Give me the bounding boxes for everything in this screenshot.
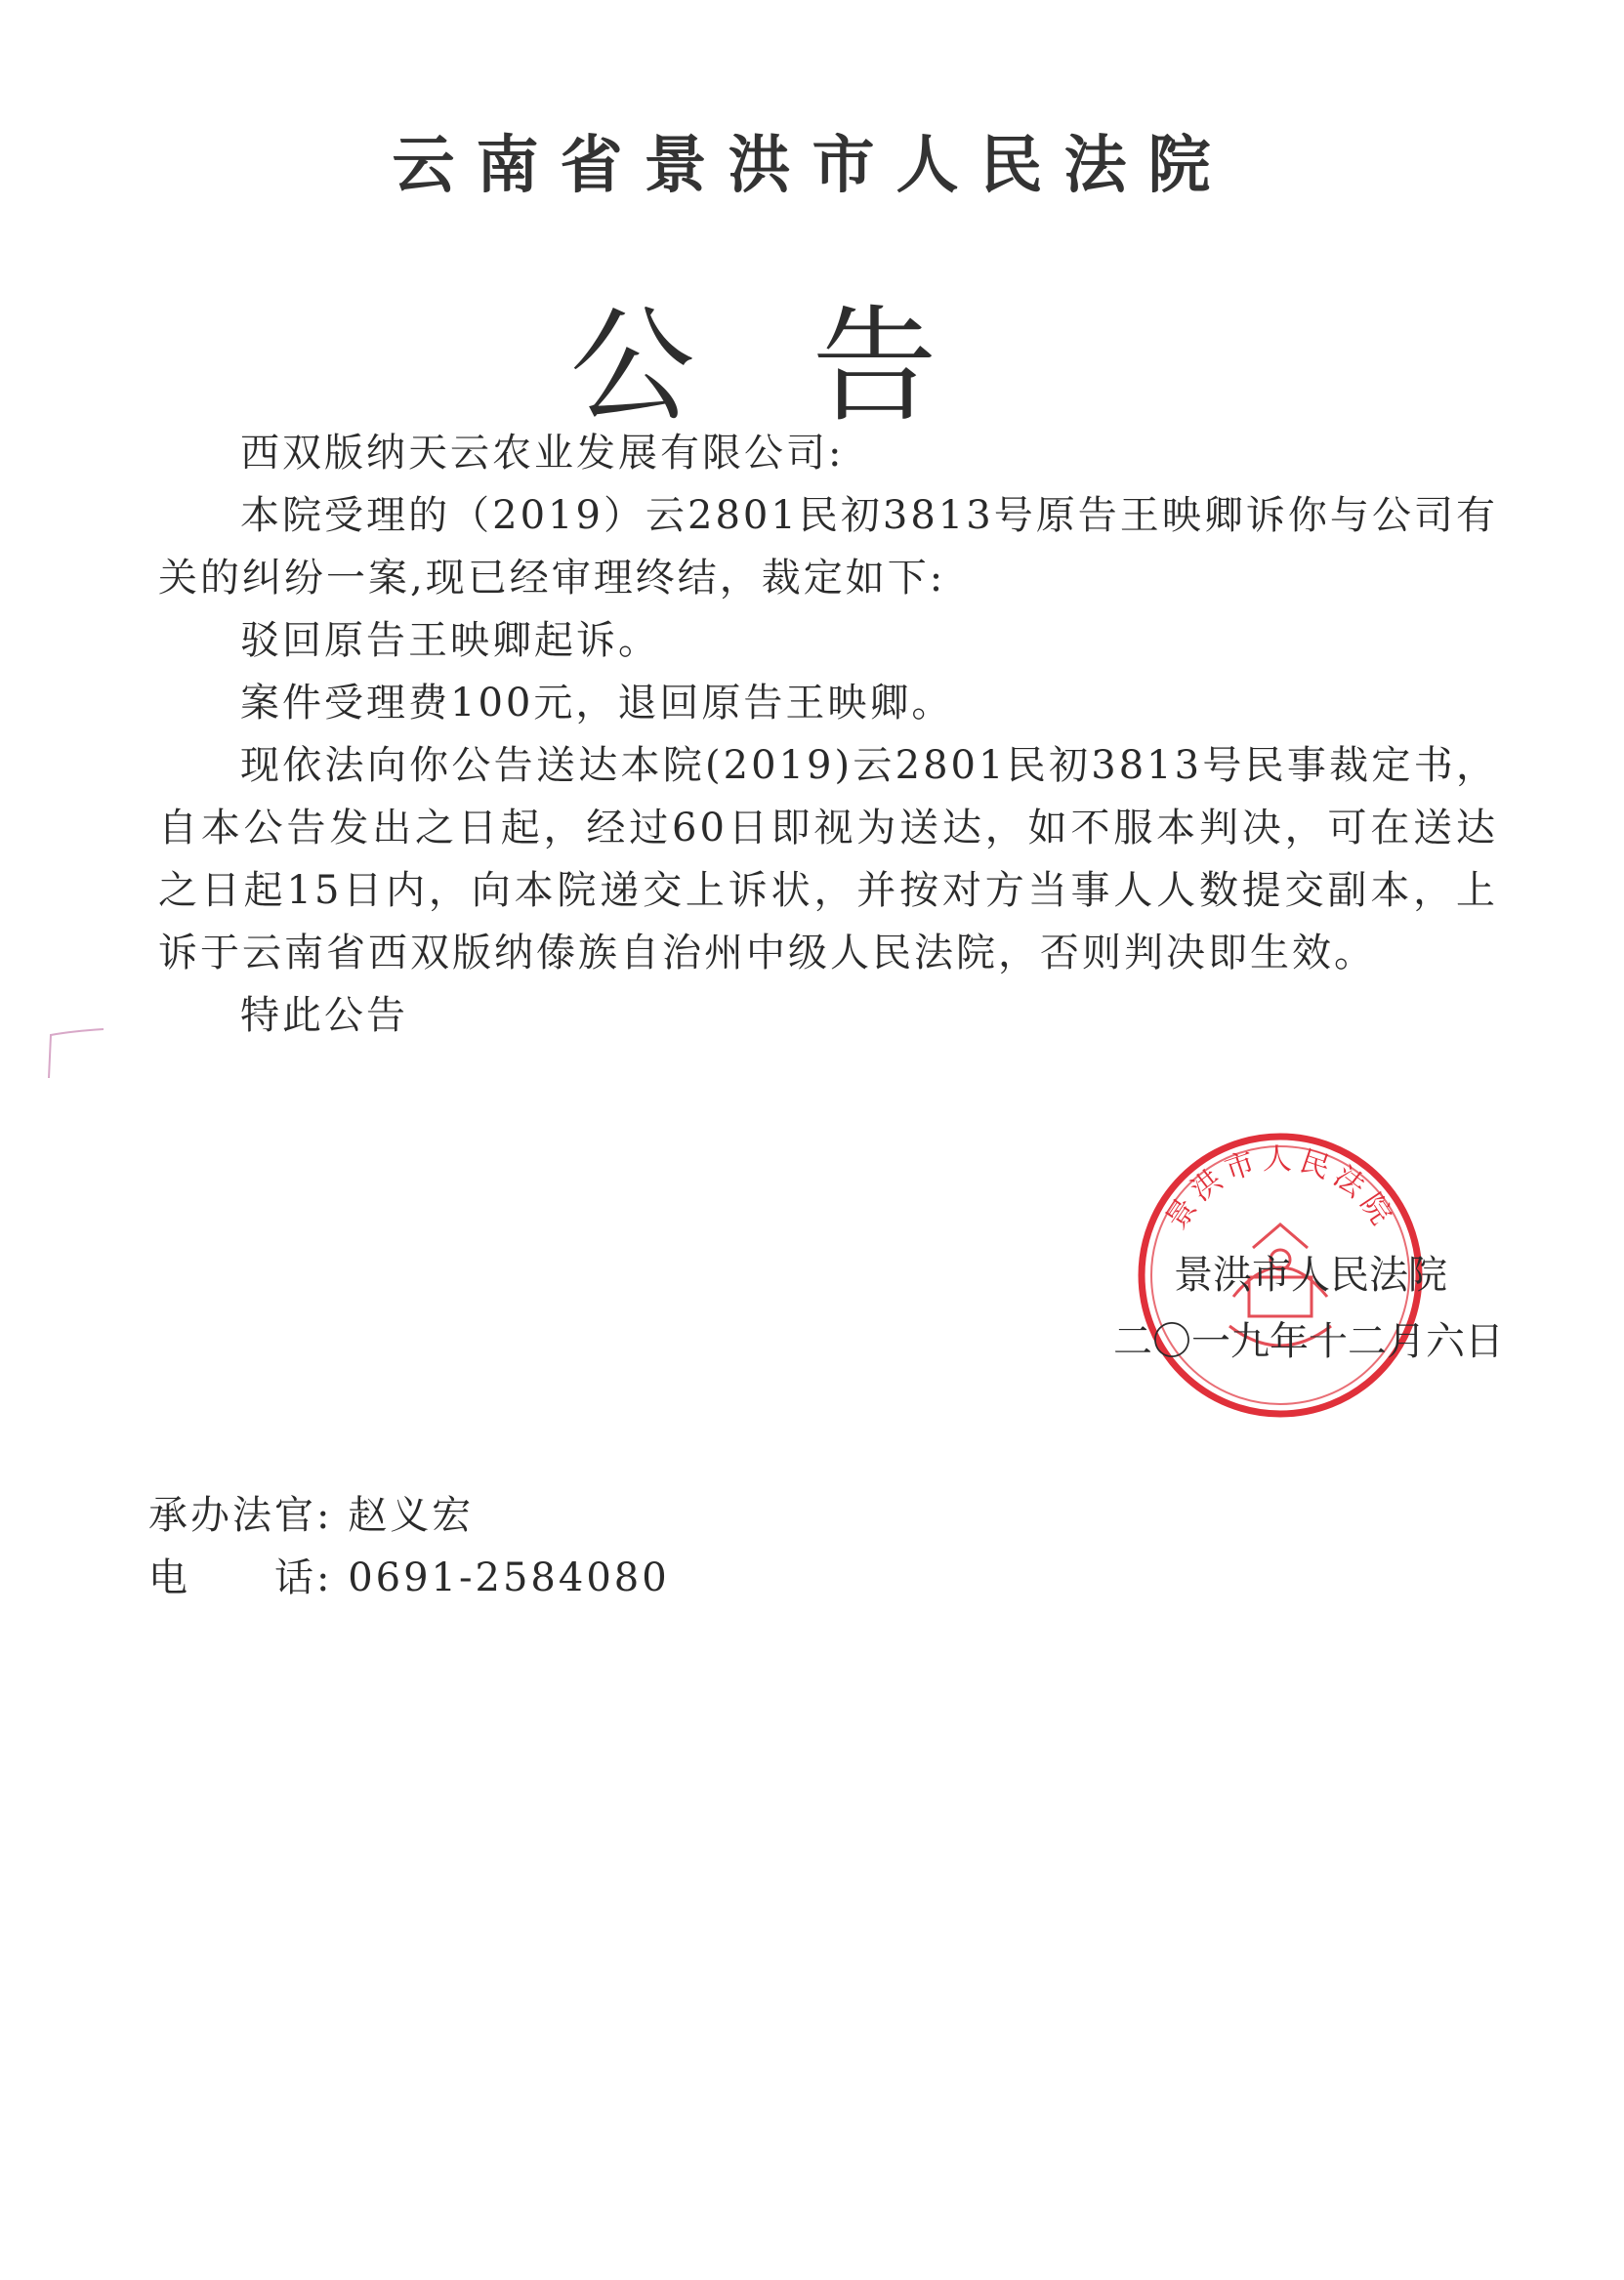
margin-mark (43, 1025, 107, 1080)
notice-body (158, 422, 1498, 1047)
case-paragraph: 本院受理的（2019）云2801民初3813号原告王映卿诉你与公司有关的纠纷一案,现已经审理终结，裁定如下: (158, 493, 1498, 601)
signature-court-name: 景洪市人民法院 (1174, 1253, 1447, 1298)
judge-label: 承办法官: (148, 1493, 333, 1538)
ruling-paragraph: 驳回原告王映卿起诉。 (240, 618, 660, 663)
svg-text:景洪市人民法院 (1159, 1142, 1401, 1235)
signature-block (1055, 1242, 1504, 1375)
signature-date: 二〇一九年十二月六日 (1113, 1319, 1504, 1364)
phone-row (148, 1547, 670, 1609)
notice-title: 公告 (569, 294, 1055, 439)
service-paragraph: 现依法向你公告送达本院(2019)云2801民初3813号民事裁定书，自本公告发出之日起，经过60日即视为送达，如不服本判决，可在送达之日起15日内，向本院递交上诉状，并按对方当事人人数提交副本，上诉于云南省西双版纳傣族自治州中级人民法院，否则判决即生效。 (158, 743, 1498, 975)
judge-row (148, 1484, 670, 1547)
judge-name: 赵义宏 (348, 1493, 475, 1538)
seal-text: 景洪市人民法院 (1159, 1142, 1401, 1236)
contact-footer (148, 1484, 670, 1609)
closing-line: 特此公告 (240, 993, 408, 1038)
court-title: 云南省景洪市人民法院 (392, 130, 1232, 202)
fee-paragraph: 案件受理费100元，退回原告王映卿。 (240, 681, 954, 725)
addressee: 西双版纳天云农业发展有限公司: (240, 431, 845, 476)
phone-value: 0691-2584080 (348, 1555, 670, 1600)
phone-label: 电 话: (148, 1555, 333, 1600)
